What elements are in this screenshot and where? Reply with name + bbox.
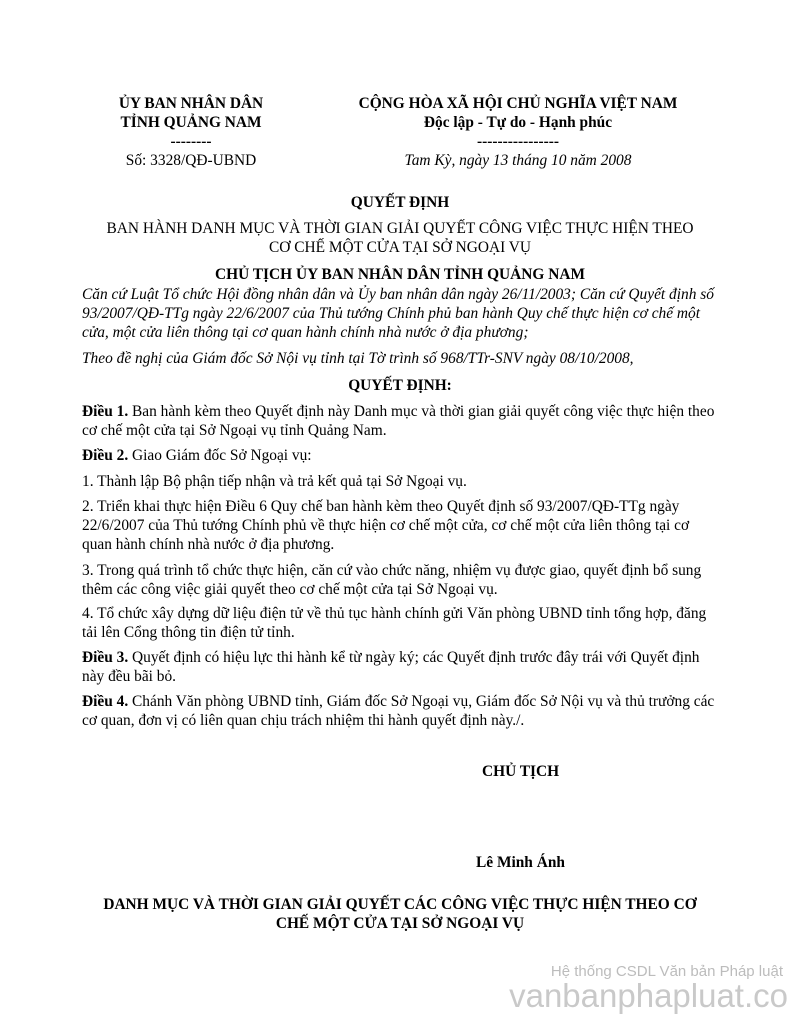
national-motto: Độc lập - Tự do - Hạnh phúc: [423, 114, 613, 131]
article-2: [82, 446, 722, 465]
article-2-item-3: 3. Trong quá trình tổ chức thực hiện, căn cứ vào chức năng, nhiệm vụ được giao, quyết định bổ sung thêm các công việc giải quyết theo cơ chế một cửa tại Sở Ngoại vụ.: [82, 562, 702, 598]
header-left-divider: --------: [170, 133, 212, 150]
article-1: [82, 402, 722, 440]
issuing-province: TỈNH QUẢNG NAM: [120, 114, 262, 131]
article-4-text: Chánh Văn phòng UBND tỉnh, Giám đốc Sở Ngoại vụ, Giám đốc Sở Nội vụ và thủ trưởng các cơ quan, đơn vị có liên quan chịu trách nhiệm thi hành quyết định này./.: [82, 693, 715, 729]
appendix-title-line-2: CHẾ MỘT CỬA TẠI SỞ NGOẠI VỤ: [275, 915, 525, 932]
watermark-caption: Hệ thống CSDL Văn bản Pháp luật: [550, 963, 783, 980]
article-3: [82, 648, 722, 686]
title-block: [80, 193, 720, 284]
article-2-label: Điều 2.: [82, 447, 129, 464]
article-2-text: Giao Giám đốc Sở Ngoại vụ:: [128, 447, 312, 464]
article-4-label: Điều 4.: [82, 693, 129, 710]
article-1-text: Ban hành kèm theo Quyết định này Danh mục và thời gian giải quyết công việc thực hiện theo cơ chế một cửa tại Sở Ngoại vụ tỉnh Quảng Nam.: [82, 403, 715, 439]
document-subject-line-2: CƠ CHẾ MỘT CỬA TẠI SỞ NGOẠI VỤ: [268, 239, 532, 256]
document-number: Số: 3328/QĐ-UBND: [125, 152, 257, 169]
header-right-block: [318, 94, 718, 170]
decision-heading: QUYẾT ĐỊNH:: [348, 377, 452, 394]
proposal-basis: Theo đề nghị của Giám đốc Sở Nội vụ tỉnh tại Tờ trình số 968/TTr-SNV ngày 08/10/2008,: [82, 350, 634, 367]
header-right-divider: ----------------: [476, 133, 559, 150]
document-type: QUYẾT ĐỊNH: [350, 194, 450, 211]
header-left-block: [92, 94, 290, 170]
issuing-authority: CHỦ TỊCH ỦY BAN NHÂN DÂN TỈNH QUẢNG NAM: [215, 266, 585, 283]
place-and-date: Tam Kỳ, ngày 13 tháng 10 năm 2008: [404, 152, 632, 169]
article-2-item-4: 4. Tổ chức xây dựng dữ liệu điện tử về thủ tục hành chính gửi Văn phòng UBND tỉnh tổng hợp, đăng tải lên Cổng thông tin điện tử tỉnh.: [82, 605, 707, 641]
article-4: [82, 692, 722, 730]
article-2-item-2: 2. Triển khai thực hiện Điều 6 Quy chế ban hành kèm theo Quyết định số 93/2007/QĐ-TTg ngày 22/6/2007 của Thủ tướng Chính phủ về thực hiện cơ chế một cửa, cơ chế một cửa liên thông tại cơ quan hành chính nhà nước ở địa phương.: [82, 498, 690, 553]
legal-basis: Căn cứ Luật Tổ chức Hội đồng nhân dân và Ủy ban nhân dân ngày 26/11/2003; Căn cứ Quyết định số 93/2007/QĐ-TTg ngày 22/6/2007 của Thủ tướng Chính phủ ban hành Quy chế thực hiện cơ chế một cửa, một cửa liên thông tại cơ quan hành chính nhà nước ở địa phương;: [82, 286, 714, 341]
country-name: CỘNG HÒA XÃ HỘI CHỦ NGHĨA VIỆT NAM: [358, 95, 678, 112]
article-1-label: Điều 1.: [82, 403, 129, 420]
document-subject-line-1: BAN HÀNH DANH MỤC VÀ THỜI GIAN GIẢI QUYẾT CÔNG VIỆC THỰC HIỆN THEO: [106, 220, 694, 237]
appendix-title-line-1: DANH MỤC VÀ THỜI GIAN GIẢI QUYẾT CÁC CÔNG VIỆC THỰC HIỆN THEO CƠ: [103, 896, 697, 913]
article-3-label: Điều 3.: [82, 649, 129, 666]
signer-title: CHỦ TỊCH: [482, 763, 560, 780]
issuing-agency: ỦY BAN NHÂN DÂN: [118, 95, 264, 112]
article-2-item-1: 1. Thành lập Bộ phận tiếp nhận và trả kết quả tại Sở Ngoại vụ.: [82, 473, 467, 490]
signer-name: Lê Minh Ánh: [476, 854, 565, 871]
watermark-site: vanbanphapluat.co: [509, 977, 788, 1014]
appendix-title: [60, 895, 740, 933]
article-3-text: Quyết định có hiệu lực thi hành kể từ ngày ký; các Quyết định trước đây trái với Quyết định này đều bãi bỏ.: [82, 649, 700, 685]
